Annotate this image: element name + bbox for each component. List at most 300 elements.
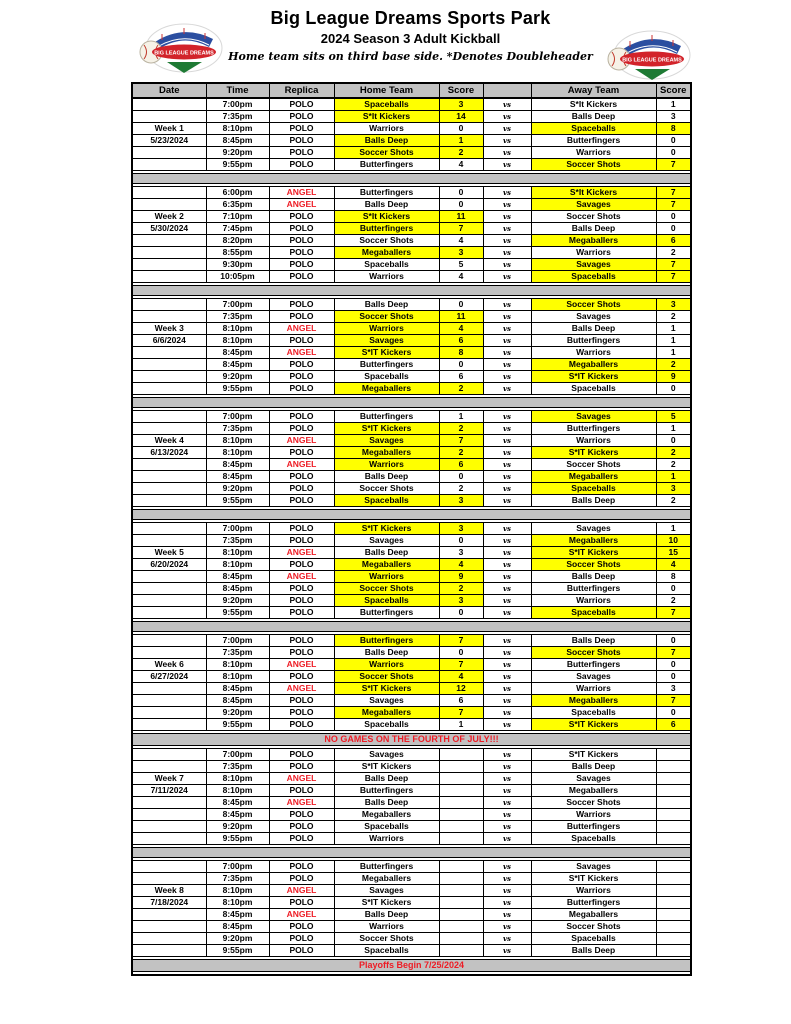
- game-row: [132, 809, 691, 821]
- time-cell: 7:00pm: [206, 411, 269, 423]
- vs-cell: vs: [483, 559, 531, 571]
- time-cell: 9:55pm: [206, 495, 269, 507]
- away-score-cell: [656, 933, 691, 945]
- date-cell: [132, 707, 206, 719]
- away-score-cell: [656, 809, 691, 821]
- vs-cell: vs: [483, 383, 531, 395]
- time-cell: 7:45pm: [206, 223, 269, 235]
- home-score-cell: [439, 773, 483, 785]
- time-cell: 8:45pm: [206, 921, 269, 933]
- home-score-cell: 2: [439, 147, 483, 159]
- away-score-cell: 10: [656, 535, 691, 547]
- time-cell: 7:35pm: [206, 873, 269, 885]
- time-cell: 8:10pm: [206, 323, 269, 335]
- header-time: Time: [206, 83, 269, 98]
- time-cell: 9:20pm: [206, 933, 269, 945]
- date-cell: [132, 909, 206, 921]
- home-team-cell: Balls Deep: [334, 199, 439, 211]
- vs-cell: vs: [483, 785, 531, 797]
- home-score-cell: 0: [439, 359, 483, 371]
- header-date: Date: [132, 83, 206, 98]
- date-cell: 7/11/2024: [132, 785, 206, 797]
- away-score-cell: 2: [656, 247, 691, 259]
- time-cell: 9:20pm: [206, 483, 269, 495]
- away-score-cell: 1: [656, 347, 691, 359]
- away-team-cell: S*IT Kickers: [531, 547, 656, 559]
- home-score-cell: 3: [439, 247, 483, 259]
- date-cell: 5/30/2024: [132, 223, 206, 235]
- page-title: Big League Dreams Sports Park: [270, 8, 551, 28]
- home-score-cell: 7: [439, 635, 483, 647]
- away-score-cell: [656, 885, 691, 897]
- game-row: [132, 773, 691, 785]
- away-team-cell: S*IT Kickers: [531, 873, 656, 885]
- date-cell: [132, 411, 206, 423]
- time-cell: 8:45pm: [206, 797, 269, 809]
- home-team-cell: Butterfingers: [334, 359, 439, 371]
- title-block: [131, 8, 690, 63]
- home-team-cell: Soccer Shots: [334, 311, 439, 323]
- home-score-cell: [439, 933, 483, 945]
- home-team-cell: Warriors: [334, 833, 439, 845]
- date-cell: [132, 535, 206, 547]
- time-cell: 8:10pm: [206, 559, 269, 571]
- home-score-cell: [439, 761, 483, 773]
- date-cell: [132, 933, 206, 945]
- vs-cell: vs: [483, 111, 531, 123]
- vs-cell: vs: [483, 821, 531, 833]
- replica-cell: POLO: [269, 583, 334, 595]
- game-row: [132, 147, 691, 159]
- away-score-cell: 7: [656, 187, 691, 199]
- away-score-cell: 0: [656, 383, 691, 395]
- vs-cell: vs: [483, 299, 531, 311]
- playoffs-notice-cell: [132, 957, 691, 976]
- replica-cell: POLO: [269, 211, 334, 223]
- home-team-cell: S*It Kickers: [334, 111, 439, 123]
- date-cell: [132, 271, 206, 283]
- replica-cell: ANGEL: [269, 323, 334, 335]
- date-cell: [132, 159, 206, 171]
- replica-cell: POLO: [269, 359, 334, 371]
- separator-row-cell: [132, 171, 691, 187]
- replica-cell: POLO: [269, 647, 334, 659]
- game-row: [132, 223, 691, 235]
- away-score-cell: [656, 773, 691, 785]
- date-cell: [132, 821, 206, 833]
- replica-cell: POLO: [269, 921, 334, 933]
- home-team-cell: Butterfingers: [334, 159, 439, 171]
- separator-band: [133, 847, 690, 858]
- vs-cell: vs: [483, 583, 531, 595]
- playoffs-notice: [132, 957, 691, 976]
- away-team-cell: S*IT Kickers: [531, 719, 656, 731]
- home-team-cell: Butterfingers: [334, 861, 439, 873]
- vs-cell: vs: [483, 595, 531, 607]
- game-row: [132, 159, 691, 171]
- time-cell: 7:35pm: [206, 111, 269, 123]
- header-vs: [483, 83, 531, 98]
- home-team-cell: Balls Deep: [334, 547, 439, 559]
- time-cell: 7:10pm: [206, 211, 269, 223]
- date-cell: 6/20/2024: [132, 559, 206, 571]
- date-cell: [132, 797, 206, 809]
- home-score-cell: 9: [439, 571, 483, 583]
- home-team-cell: Savages: [334, 335, 439, 347]
- away-team-cell: Spaceballs: [531, 607, 656, 619]
- away-team-cell: Soccer Shots: [531, 921, 656, 933]
- home-score-cell: 5: [439, 259, 483, 271]
- home-score-cell: [439, 797, 483, 809]
- replica-cell: POLO: [269, 559, 334, 571]
- date-cell: 7/18/2024: [132, 897, 206, 909]
- time-cell: 8:45pm: [206, 135, 269, 147]
- home-team-cell: S*IT Kickers: [334, 761, 439, 773]
- home-team-cell: Warriors: [334, 571, 439, 583]
- away-score-cell: 0: [656, 147, 691, 159]
- game-row: [132, 595, 691, 607]
- date-cell: [132, 761, 206, 773]
- time-cell: 7:35pm: [206, 761, 269, 773]
- home-team-cell: Megaballers: [334, 707, 439, 719]
- home-team-cell: Butterfingers: [334, 187, 439, 199]
- replica-cell: POLO: [269, 223, 334, 235]
- home-team-cell: Warriors: [334, 459, 439, 471]
- away-team-cell: Megaballers: [531, 471, 656, 483]
- vs-cell: vs: [483, 159, 531, 171]
- away-team-cell: S*It Kickers: [531, 98, 656, 111]
- away-score-cell: 5: [656, 411, 691, 423]
- replica-cell: POLO: [269, 785, 334, 797]
- replica-cell: POLO: [269, 607, 334, 619]
- away-score-cell: 0: [656, 135, 691, 147]
- replica-cell: POLO: [269, 447, 334, 459]
- replica-cell: ANGEL: [269, 683, 334, 695]
- away-team-cell: Soccer Shots: [531, 459, 656, 471]
- separator-row: [132, 507, 691, 523]
- vs-cell: vs: [483, 223, 531, 235]
- replica-cell: ANGEL: [269, 187, 334, 199]
- away-score-cell: 0: [656, 223, 691, 235]
- game-row: [132, 271, 691, 283]
- home-team-cell: Soccer Shots: [334, 583, 439, 595]
- game-row: [132, 235, 691, 247]
- time-cell: 8:10pm: [206, 123, 269, 135]
- home-team-cell: Soccer Shots: [334, 671, 439, 683]
- away-team-cell: Balls Deep: [531, 111, 656, 123]
- away-team-cell: Savages: [531, 199, 656, 211]
- away-team-cell: S*IT Kickers: [531, 749, 656, 761]
- vs-cell: vs: [483, 761, 531, 773]
- home-team-cell: Balls Deep: [334, 773, 439, 785]
- vs-cell: vs: [483, 695, 531, 707]
- away-team-cell: Warriors: [531, 809, 656, 821]
- game-row: [132, 659, 691, 671]
- home-score-cell: [439, 945, 483, 957]
- time-cell: 9:20pm: [206, 147, 269, 159]
- date-cell: Week 6: [132, 659, 206, 671]
- vs-cell: vs: [483, 921, 531, 933]
- home-score-cell: 4: [439, 159, 483, 171]
- home-score-cell: [439, 897, 483, 909]
- time-cell: 10:05pm: [206, 271, 269, 283]
- away-score-cell: [656, 797, 691, 809]
- date-cell: Week 3: [132, 323, 206, 335]
- game-row: [132, 749, 691, 761]
- replica-cell: POLO: [269, 311, 334, 323]
- home-team-cell: Butterfingers: [334, 411, 439, 423]
- away-team-cell: Warriors: [531, 885, 656, 897]
- header-away-score: Score: [656, 83, 691, 98]
- away-team-cell: S*It Kickers: [531, 187, 656, 199]
- home-score-cell: [439, 885, 483, 897]
- home-score-cell: 11: [439, 211, 483, 223]
- separator-row-cell: [132, 507, 691, 523]
- vs-cell: vs: [483, 447, 531, 459]
- vs-cell: vs: [483, 659, 531, 671]
- vs-cell: vs: [483, 347, 531, 359]
- replica-cell: POLO: [269, 483, 334, 495]
- away-team-cell: Warriors: [531, 247, 656, 259]
- page-subtitle: 2024 Season 3 Adult Kickball: [320, 31, 501, 46]
- date-cell: Week 2: [132, 211, 206, 223]
- replica-cell: POLO: [269, 861, 334, 873]
- game-row: [132, 707, 691, 719]
- home-score-cell: 0: [439, 199, 483, 211]
- time-cell: 7:35pm: [206, 535, 269, 547]
- home-score-cell: [439, 921, 483, 933]
- away-team-cell: Balls Deep: [531, 495, 656, 507]
- away-score-cell: 2: [656, 359, 691, 371]
- replica-cell: POLO: [269, 259, 334, 271]
- game-row: [132, 873, 691, 885]
- time-cell: 9:30pm: [206, 259, 269, 271]
- home-score-cell: 2: [439, 447, 483, 459]
- away-team-cell: Balls Deep: [531, 571, 656, 583]
- vs-cell: vs: [483, 773, 531, 785]
- time-cell: 9:20pm: [206, 371, 269, 383]
- time-cell: 8:45pm: [206, 809, 269, 821]
- replica-cell: ANGEL: [269, 435, 334, 447]
- away-team-cell: Warriors: [531, 147, 656, 159]
- vs-cell: vs: [483, 607, 531, 619]
- vs-cell: vs: [483, 547, 531, 559]
- game-row: [132, 833, 691, 845]
- replica-cell: POLO: [269, 761, 334, 773]
- home-score-cell: 3: [439, 547, 483, 559]
- game-row: [132, 383, 691, 395]
- date-cell: 6/6/2024: [132, 335, 206, 347]
- away-team-cell: Savages: [531, 311, 656, 323]
- home-score-cell: 0: [439, 607, 483, 619]
- away-score-cell: [656, 873, 691, 885]
- date-cell: 5/23/2024: [132, 135, 206, 147]
- game-row: [132, 583, 691, 595]
- home-team-cell: S*IT Kickers: [334, 683, 439, 695]
- home-score-cell: 11: [439, 311, 483, 323]
- vs-cell: vs: [483, 749, 531, 761]
- home-score-cell: 4: [439, 323, 483, 335]
- schedule-table: [131, 82, 692, 976]
- vs-cell: vs: [483, 523, 531, 535]
- home-score-cell: 1: [439, 719, 483, 731]
- away-score-cell: 0: [656, 635, 691, 647]
- game-row: [132, 897, 691, 909]
- away-team-cell: Soccer Shots: [531, 647, 656, 659]
- game-row: [132, 347, 691, 359]
- time-cell: 7:35pm: [206, 647, 269, 659]
- away-score-cell: 2: [656, 447, 691, 459]
- date-cell: [132, 749, 206, 761]
- away-team-cell: Savages: [531, 411, 656, 423]
- separator-row: [132, 171, 691, 187]
- home-team-cell: S*IT Kickers: [334, 423, 439, 435]
- away-team-cell: Savages: [531, 259, 656, 271]
- home-score-cell: [439, 873, 483, 885]
- time-cell: 8:10pm: [206, 447, 269, 459]
- vs-cell: vs: [483, 459, 531, 471]
- time-cell: 8:10pm: [206, 671, 269, 683]
- replica-cell: POLO: [269, 299, 334, 311]
- home-team-cell: Soccer Shots: [334, 483, 439, 495]
- game-row: [132, 547, 691, 559]
- game-row: [132, 523, 691, 535]
- separator-row: [132, 395, 691, 411]
- away-score-cell: 7: [656, 607, 691, 619]
- game-row: [132, 495, 691, 507]
- replica-cell: POLO: [269, 123, 334, 135]
- date-cell: [132, 187, 206, 199]
- away-score-cell: [656, 909, 691, 921]
- away-team-cell: Butterfingers: [531, 335, 656, 347]
- date-cell: Week 5: [132, 547, 206, 559]
- time-cell: 8:45pm: [206, 909, 269, 921]
- time-cell: 8:10pm: [206, 897, 269, 909]
- home-score-cell: 2: [439, 583, 483, 595]
- away-team-cell: Soccer Shots: [531, 159, 656, 171]
- home-team-cell: Spaceballs: [334, 495, 439, 507]
- date-cell: [132, 833, 206, 845]
- vs-cell: vs: [483, 471, 531, 483]
- away-score-cell: 0: [656, 659, 691, 671]
- away-score-cell: 3: [656, 299, 691, 311]
- away-team-cell: Savages: [531, 523, 656, 535]
- game-row: [132, 885, 691, 897]
- header-row: [132, 83, 691, 98]
- separator-row: [132, 619, 691, 635]
- away-team-cell: Warriors: [531, 347, 656, 359]
- vs-cell: vs: [483, 495, 531, 507]
- replica-cell: POLO: [269, 159, 334, 171]
- time-cell: 7:00pm: [206, 98, 269, 111]
- vs-cell: vs: [483, 371, 531, 383]
- date-cell: Week 8: [132, 885, 206, 897]
- home-team-cell: Balls Deep: [334, 135, 439, 147]
- date-cell: [132, 683, 206, 695]
- home-score-cell: 1: [439, 135, 483, 147]
- home-team-cell: Warriors: [334, 921, 439, 933]
- home-team-cell: S*IT Kickers: [334, 523, 439, 535]
- time-cell: 9:20pm: [206, 595, 269, 607]
- replica-cell: POLO: [269, 809, 334, 821]
- replica-cell: ANGEL: [269, 659, 334, 671]
- vs-cell: vs: [483, 98, 531, 111]
- date-cell: [132, 471, 206, 483]
- home-team-cell: Butterfingers: [334, 607, 439, 619]
- away-score-cell: [656, 861, 691, 873]
- game-row: [132, 411, 691, 423]
- away-team-cell: Savages: [531, 671, 656, 683]
- away-score-cell: 8: [656, 571, 691, 583]
- home-team-cell: Spaceballs: [334, 719, 439, 731]
- away-team-cell: Spaceballs: [531, 933, 656, 945]
- vs-cell: vs: [483, 411, 531, 423]
- date-cell: [132, 299, 206, 311]
- separator-row-cell: [132, 283, 691, 299]
- home-score-cell: 4: [439, 671, 483, 683]
- date-cell: [132, 371, 206, 383]
- vs-cell: vs: [483, 873, 531, 885]
- date-cell: [132, 719, 206, 731]
- away-score-cell: [656, 945, 691, 957]
- time-cell: 8:10pm: [206, 547, 269, 559]
- time-cell: 7:00pm: [206, 299, 269, 311]
- home-score-cell: 7: [439, 659, 483, 671]
- away-score-cell: 7: [656, 159, 691, 171]
- time-cell: 8:10pm: [206, 773, 269, 785]
- game-row: [132, 371, 691, 383]
- away-team-cell: Spaceballs: [531, 383, 656, 395]
- vs-cell: vs: [483, 909, 531, 921]
- vs-cell: vs: [483, 861, 531, 873]
- home-score-cell: 0: [439, 647, 483, 659]
- home-score-cell: 3: [439, 98, 483, 111]
- playoffs-notice-text: Playoffs Begin 7/25/2024: [133, 959, 690, 972]
- away-score-cell: [656, 921, 691, 933]
- away-score-cell: [656, 749, 691, 761]
- time-cell: 6:00pm: [206, 187, 269, 199]
- replica-cell: POLO: [269, 833, 334, 845]
- replica-cell: ANGEL: [269, 909, 334, 921]
- vs-cell: vs: [483, 647, 531, 659]
- away-team-cell: Butterfingers: [531, 659, 656, 671]
- home-team-cell: Savages: [334, 695, 439, 707]
- game-row: [132, 559, 691, 571]
- game-row: [132, 921, 691, 933]
- july-notice-text: NO GAMES ON THE FOURTH OF JULY!!!: [133, 733, 690, 746]
- away-team-cell: Butterfingers: [531, 423, 656, 435]
- game-row: [132, 483, 691, 495]
- home-team-cell: Butterfingers: [334, 635, 439, 647]
- away-score-cell: 2: [656, 595, 691, 607]
- away-score-cell: [656, 761, 691, 773]
- game-row: [132, 647, 691, 659]
- date-cell: [132, 595, 206, 607]
- replica-cell: POLO: [269, 147, 334, 159]
- game-row: [132, 259, 691, 271]
- replica-cell: POLO: [269, 595, 334, 607]
- date-cell: [132, 495, 206, 507]
- time-cell: 8:45pm: [206, 583, 269, 595]
- away-team-cell: Butterfingers: [531, 135, 656, 147]
- home-team-cell: Spaceballs: [334, 945, 439, 957]
- home-score-cell: 0: [439, 187, 483, 199]
- july-notice-cell: [132, 731, 691, 749]
- home-team-cell: Balls Deep: [334, 299, 439, 311]
- home-score-cell: 8: [439, 347, 483, 359]
- home-score-cell: 7: [439, 223, 483, 235]
- home-score-cell: [439, 785, 483, 797]
